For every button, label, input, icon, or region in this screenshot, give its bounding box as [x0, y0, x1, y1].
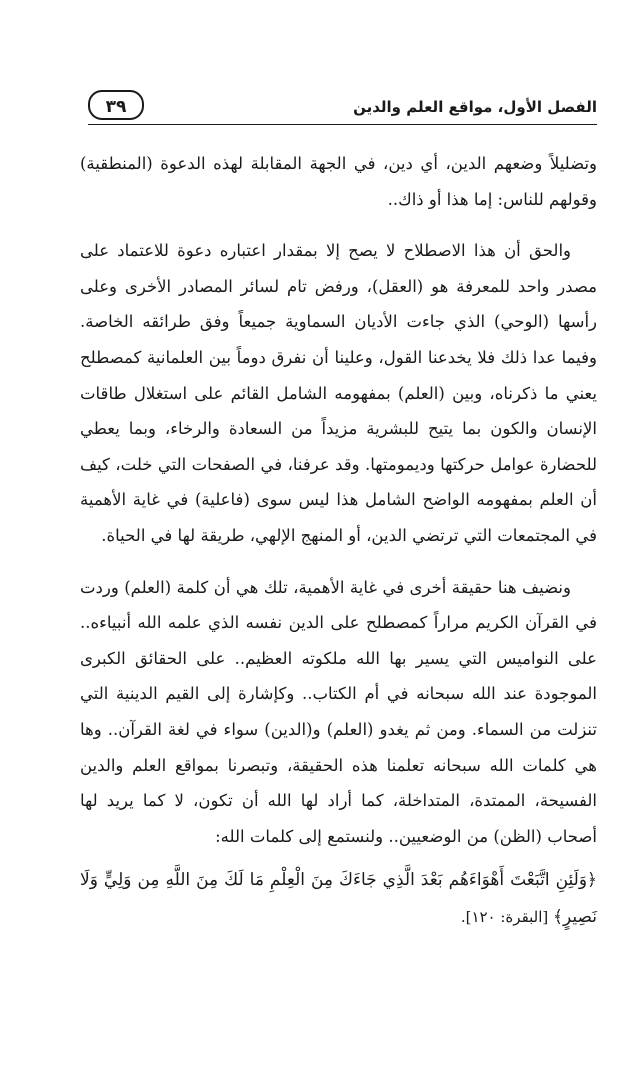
header-rule [88, 124, 597, 125]
running-title: الفصل الأول، مواقع العلم والدين [353, 98, 597, 116]
page-header [88, 90, 597, 130]
paragraph-2: والحق أن هذا الاصطلاح لا يصح إلا بمقدار اعتباره دعوة للاعتماد على مصدر واحد للمعرفة هو (العقل)، ورفض تام لسائر المصادر الأخرى وعلى رأسها (الوحي) الذي جاءت الأديان السماوية جميعاً وفق طرائقه الخاصة. وفيما عدا ذلك فلا يخدعنا القول، وعلينا أن نفرق دوماً بين العلمانية كمصطلح يعني ما ذكرناه، وبين (العلم) بمفهومه الشامل القائم على استغلال طاقات الإنسان والكون بما يتيح للبشرية مزيداً من السعادة والرخاء، وبما يعطي للحضارة عوامل حركتها وديمومتها. وقد عرفنا، في الصفحات التي خلت، كيف أن العلم بمفهومه الواضح الشامل هذا ليس سوى (فاعلية) في غاية الأهمية في المجتمعات التي ترتضي الدين، أو المنهج الإلهي، طريقة لها في الحياة. [80, 241, 597, 545]
body-text [80, 146, 597, 935]
paragraph-1: وتضليلاً وضعهم الدين، أي دين، في الجهة المقابلة لهذه الدعوة (المنطقية) وقولهم للناس: إما هذا أو ذاك.. [80, 154, 597, 209]
page-number: ٣٩ [88, 90, 144, 120]
quran-verse [80, 862, 597, 935]
verse-reference: [البقرة: ١٢٠]. [460, 907, 554, 926]
paragraph-3: ونضيف هنا حقيقة أخرى في غاية الأهمية، تلك هي أن كلمة (العلم) وردت في القرآن الكريم مراراً كمصطلح على الدين نفسه الذي علمه الله أنبياءه.. على النواميس التي يسير بها الله ملكوته العظيم.. على الحقائق الكبرى الموجودة عند الله سبحانه في أم الكتاب.. وكإشارة إلى القيم الدينية التي تنزلت من السماء. ومن ثم يغدو (العلم) و(الدين) سواء في لغة القرآن.. وها هي كلمات الله سبحانه تعلمنا هذه الحقيقة، وتبصرنا بمواقع العلم والدين الفسيحة، الممتدة، المتداخلة، كما أراد لها الله أن تكون، لا كما يريد لها أصحاب (الظن) من الوضعيين.. ولنستمع إلى كلمات الله: [80, 577, 597, 846]
verse-text: ﴿وَلَئِنِ اتَّبَعْتَ أَهْوَاءَهُم بَعْدَ الَّذِي جَاءَكَ مِنَ الْعِلْمِ مَا لَكَ مِنَ اللَّهِ مِن وَلِيٍّ وَلَا نَصِيرٍ﴾ [80, 870, 597, 927]
